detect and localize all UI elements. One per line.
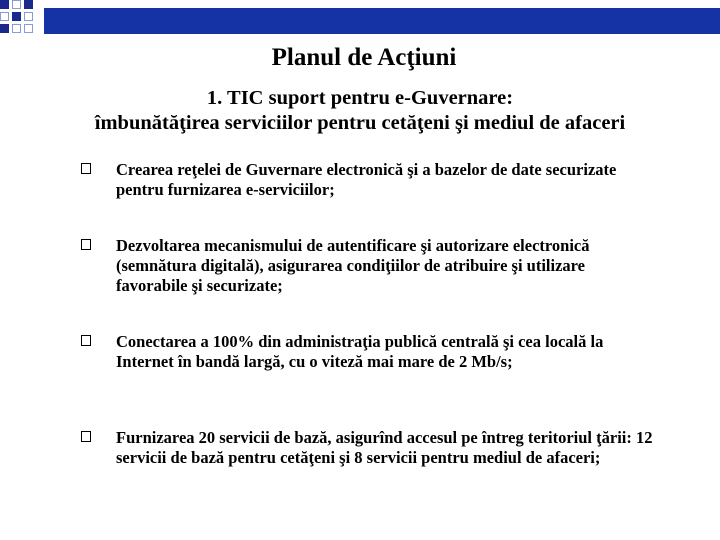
subtitle-line-2: îmbunătăţirea serviciilor pentru cetăţeni şi mediul de afaceri [94,112,626,134]
list-item-text: Crearea reţelei de Guvernare electronică şi a bazelor de date securizate pentru furnizarea e-serviciilor; [116,160,617,199]
list-item-text: Conectarea a 100% din administraţia publică centrală şi cea locală la Internet în bandă largă, cu o viteză mai mare de 2 Mb/s; [116,332,604,371]
list-item-text: Dezvoltarea mecanismului de autentificare şi autorizare electronică (semnătura digitală), asigurarea condiţiilor de atribuire şi utilizare favorabile şi securizate; [116,236,590,295]
square-bullet-icon [81,163,91,174]
slide-subtitle [0,86,720,136]
square-bullet-icon [81,431,91,442]
header-bar [44,8,720,34]
list-item-text: Furnizarea 20 servicii de bază, asigurînd accesul pe întreg teritoriul ţării: 12 servicii de bază pentru cetăţeni şi 8 servicii pentru mediul de afaceri; [116,428,653,467]
subtitle-line-1: 1. TIC suport pentru e-Guvernare: [206,87,514,109]
square-bullet-icon [81,335,91,346]
square-bullet-icon [81,239,91,250]
slide-title: Planul de Acţiuni [271,44,457,71]
